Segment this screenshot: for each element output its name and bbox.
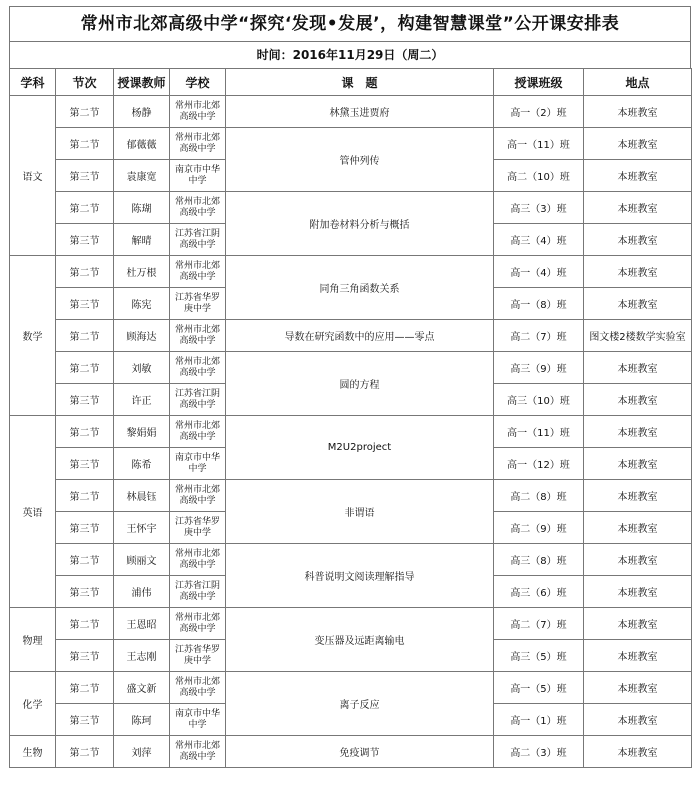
teacher-cell: 陈珂: [114, 704, 170, 736]
teacher-cell: 陈瑚: [114, 192, 170, 224]
period-cell: 第三节: [56, 576, 114, 608]
schedule-sheet: [9, 6, 691, 768]
teacher-cell: 盛文新: [114, 672, 170, 704]
teacher-cell: 郁薇薇: [114, 128, 170, 160]
table-row: [10, 128, 692, 160]
table-row: [10, 608, 692, 640]
topic-cell: 导数在研究函数中的应用——零点: [226, 320, 494, 352]
table-body: [10, 96, 692, 768]
location-cell: 本班教室: [584, 448, 692, 480]
class-cell: 高三（6）班: [494, 576, 584, 608]
table-row: [10, 256, 692, 288]
school-cell: 常州市北郊 高级中学: [170, 608, 226, 640]
class-cell: 高三（3）班: [494, 192, 584, 224]
location-cell: 本班教室: [584, 416, 692, 448]
location-cell: 本班教室: [584, 480, 692, 512]
class-cell: 高二（7）班: [494, 320, 584, 352]
class-cell: 高二（9）班: [494, 512, 584, 544]
teacher-cell: 许正: [114, 384, 170, 416]
schedule-date: 时间：2016年11月29日（周二）: [9, 41, 691, 68]
subject-cell: 物理: [10, 608, 56, 672]
school-cell: 南京市中华 中学: [170, 704, 226, 736]
table-row: [10, 96, 692, 128]
class-cell: 高三（4）班: [494, 224, 584, 256]
teacher-cell: 林晨钰: [114, 480, 170, 512]
topic-cell: 离子反应: [226, 672, 494, 736]
school-cell: 常州市北郊 高级中学: [170, 352, 226, 384]
topic-cell: 附加卷材料分析与概括: [226, 192, 494, 256]
period-cell: 第二节: [56, 352, 114, 384]
location-cell: 本班教室: [584, 128, 692, 160]
period-cell: 第三节: [56, 384, 114, 416]
teacher-cell: 解晴: [114, 224, 170, 256]
table-row: [10, 544, 692, 576]
location-cell: 本班教室: [584, 640, 692, 672]
period-cell: 第二节: [56, 192, 114, 224]
location-cell: 本班教室: [584, 512, 692, 544]
teacher-cell: 王怀宇: [114, 512, 170, 544]
header-class: 授课班级: [494, 69, 584, 96]
class-cell: 高二（8）班: [494, 480, 584, 512]
class-cell: 高一（2）班: [494, 96, 584, 128]
location-cell: 本班教室: [584, 736, 692, 768]
school-cell: 常州市北郊 高级中学: [170, 96, 226, 128]
teacher-cell: 陈宪: [114, 288, 170, 320]
teacher-cell: 顾海达: [114, 320, 170, 352]
location-cell: 本班教室: [584, 256, 692, 288]
subject-cell: 化学: [10, 672, 56, 736]
table-row: [10, 736, 692, 768]
class-cell: 高一（4）班: [494, 256, 584, 288]
topic-cell: 圆的方程: [226, 352, 494, 416]
period-cell: 第二节: [56, 608, 114, 640]
location-cell: 图文楼2楼数学实验室: [584, 320, 692, 352]
period-cell: 第二节: [56, 736, 114, 768]
period-cell: 第二节: [56, 480, 114, 512]
table-row: [10, 192, 692, 224]
topic-cell: 非谓语: [226, 480, 494, 544]
topic-cell: 管仲列传: [226, 128, 494, 192]
period-cell: 第三节: [56, 288, 114, 320]
school-cell: 常州市北郊 高级中学: [170, 480, 226, 512]
teacher-cell: 杨静: [114, 96, 170, 128]
subject-cell: 语文: [10, 96, 56, 256]
school-cell: 常州市北郊 高级中学: [170, 672, 226, 704]
table-row: [10, 352, 692, 384]
location-cell: 本班教室: [584, 704, 692, 736]
period-cell: 第三节: [56, 640, 114, 672]
class-cell: 高一（5）班: [494, 672, 584, 704]
school-cell: 常州市北郊 高级中学: [170, 320, 226, 352]
header-period: 节次: [56, 69, 114, 96]
teacher-cell: 杜万根: [114, 256, 170, 288]
header-teacher: 授课教师: [114, 69, 170, 96]
class-cell: 高三（5）班: [494, 640, 584, 672]
school-cell: 江苏省江阴 高级中学: [170, 384, 226, 416]
school-cell: 常州市北郊 高级中学: [170, 544, 226, 576]
schedule-table: [9, 68, 692, 768]
school-cell: 江苏省江阴 高级中学: [170, 224, 226, 256]
period-cell: 第三节: [56, 224, 114, 256]
period-cell: 第三节: [56, 448, 114, 480]
school-cell: 常州市北郊 高级中学: [170, 256, 226, 288]
class-cell: 高三（9）班: [494, 352, 584, 384]
class-cell: 高一（11）班: [494, 128, 584, 160]
topic-cell: 科普说明文阅读理解指导: [226, 544, 494, 608]
teacher-cell: 王志刚: [114, 640, 170, 672]
school-cell: 常州市北郊 高级中学: [170, 128, 226, 160]
location-cell: 本班教室: [584, 96, 692, 128]
class-cell: 高二（3）班: [494, 736, 584, 768]
table-header-row: [10, 69, 692, 96]
table-row: [10, 416, 692, 448]
subject-cell: 英语: [10, 416, 56, 608]
location-cell: 本班教室: [584, 384, 692, 416]
teacher-cell: 陈希: [114, 448, 170, 480]
school-cell: 江苏省华罗 庚中学: [170, 640, 226, 672]
topic-cell: 变压器及远距离输电: [226, 608, 494, 672]
teacher-cell: 浦伟: [114, 576, 170, 608]
header-topic: 课 题: [226, 69, 494, 96]
school-cell: 江苏省华罗 庚中学: [170, 512, 226, 544]
header-location: 地点: [584, 69, 692, 96]
teacher-cell: 王恩昭: [114, 608, 170, 640]
class-cell: 高二（10）班: [494, 160, 584, 192]
class-cell: 高一（11）班: [494, 416, 584, 448]
location-cell: 本班教室: [584, 672, 692, 704]
class-cell: 高三（8）班: [494, 544, 584, 576]
school-cell: 常州市北郊 高级中学: [170, 416, 226, 448]
location-cell: 本班教室: [584, 352, 692, 384]
page-title: 常州市北郊高级中学“探究‘发现•发展’，构建智慧课堂”公开课安排表: [9, 6, 691, 41]
table-row: [10, 480, 692, 512]
school-cell: 南京市中华 中学: [170, 160, 226, 192]
school-cell: 常州市北郊 高级中学: [170, 192, 226, 224]
school-cell: 江苏省华罗 庚中学: [170, 288, 226, 320]
period-cell: 第二节: [56, 96, 114, 128]
table-row: [10, 672, 692, 704]
subject-cell: 数学: [10, 256, 56, 416]
teacher-cell: 刘萍: [114, 736, 170, 768]
topic-cell: 林黛玉进贾府: [226, 96, 494, 128]
location-cell: 本班教室: [584, 608, 692, 640]
period-cell: 第二节: [56, 320, 114, 352]
subject-cell: 生物: [10, 736, 56, 768]
location-cell: 本班教室: [584, 544, 692, 576]
table-row: [10, 320, 692, 352]
period-cell: 第二节: [56, 128, 114, 160]
header-school: 学校: [170, 69, 226, 96]
period-cell: 第二节: [56, 256, 114, 288]
topic-cell: 同角三角函数关系: [226, 256, 494, 320]
header-subject: 学科: [10, 69, 56, 96]
teacher-cell: 顾丽文: [114, 544, 170, 576]
location-cell: 本班教室: [584, 160, 692, 192]
class-cell: 高二（7）班: [494, 608, 584, 640]
location-cell: 本班教室: [584, 192, 692, 224]
teacher-cell: 刘敏: [114, 352, 170, 384]
location-cell: 本班教室: [584, 576, 692, 608]
topic-cell: 免疫调节: [226, 736, 494, 768]
period-cell: 第三节: [56, 160, 114, 192]
period-cell: 第二节: [56, 672, 114, 704]
school-cell: 常州市北郊 高级中学: [170, 736, 226, 768]
location-cell: 本班教室: [584, 224, 692, 256]
period-cell: 第三节: [56, 704, 114, 736]
school-cell: 南京市中华 中学: [170, 448, 226, 480]
class-cell: 高一（1）班: [494, 704, 584, 736]
period-cell: 第二节: [56, 544, 114, 576]
teacher-cell: 袁康宽: [114, 160, 170, 192]
class-cell: 高一（12）班: [494, 448, 584, 480]
location-cell: 本班教室: [584, 288, 692, 320]
class-cell: 高一（8）班: [494, 288, 584, 320]
period-cell: 第二节: [56, 416, 114, 448]
class-cell: 高三（10）班: [494, 384, 584, 416]
topic-cell: M2U2project: [226, 416, 494, 480]
period-cell: 第三节: [56, 512, 114, 544]
school-cell: 江苏省江阴 高级中学: [170, 576, 226, 608]
teacher-cell: 黎娟娟: [114, 416, 170, 448]
